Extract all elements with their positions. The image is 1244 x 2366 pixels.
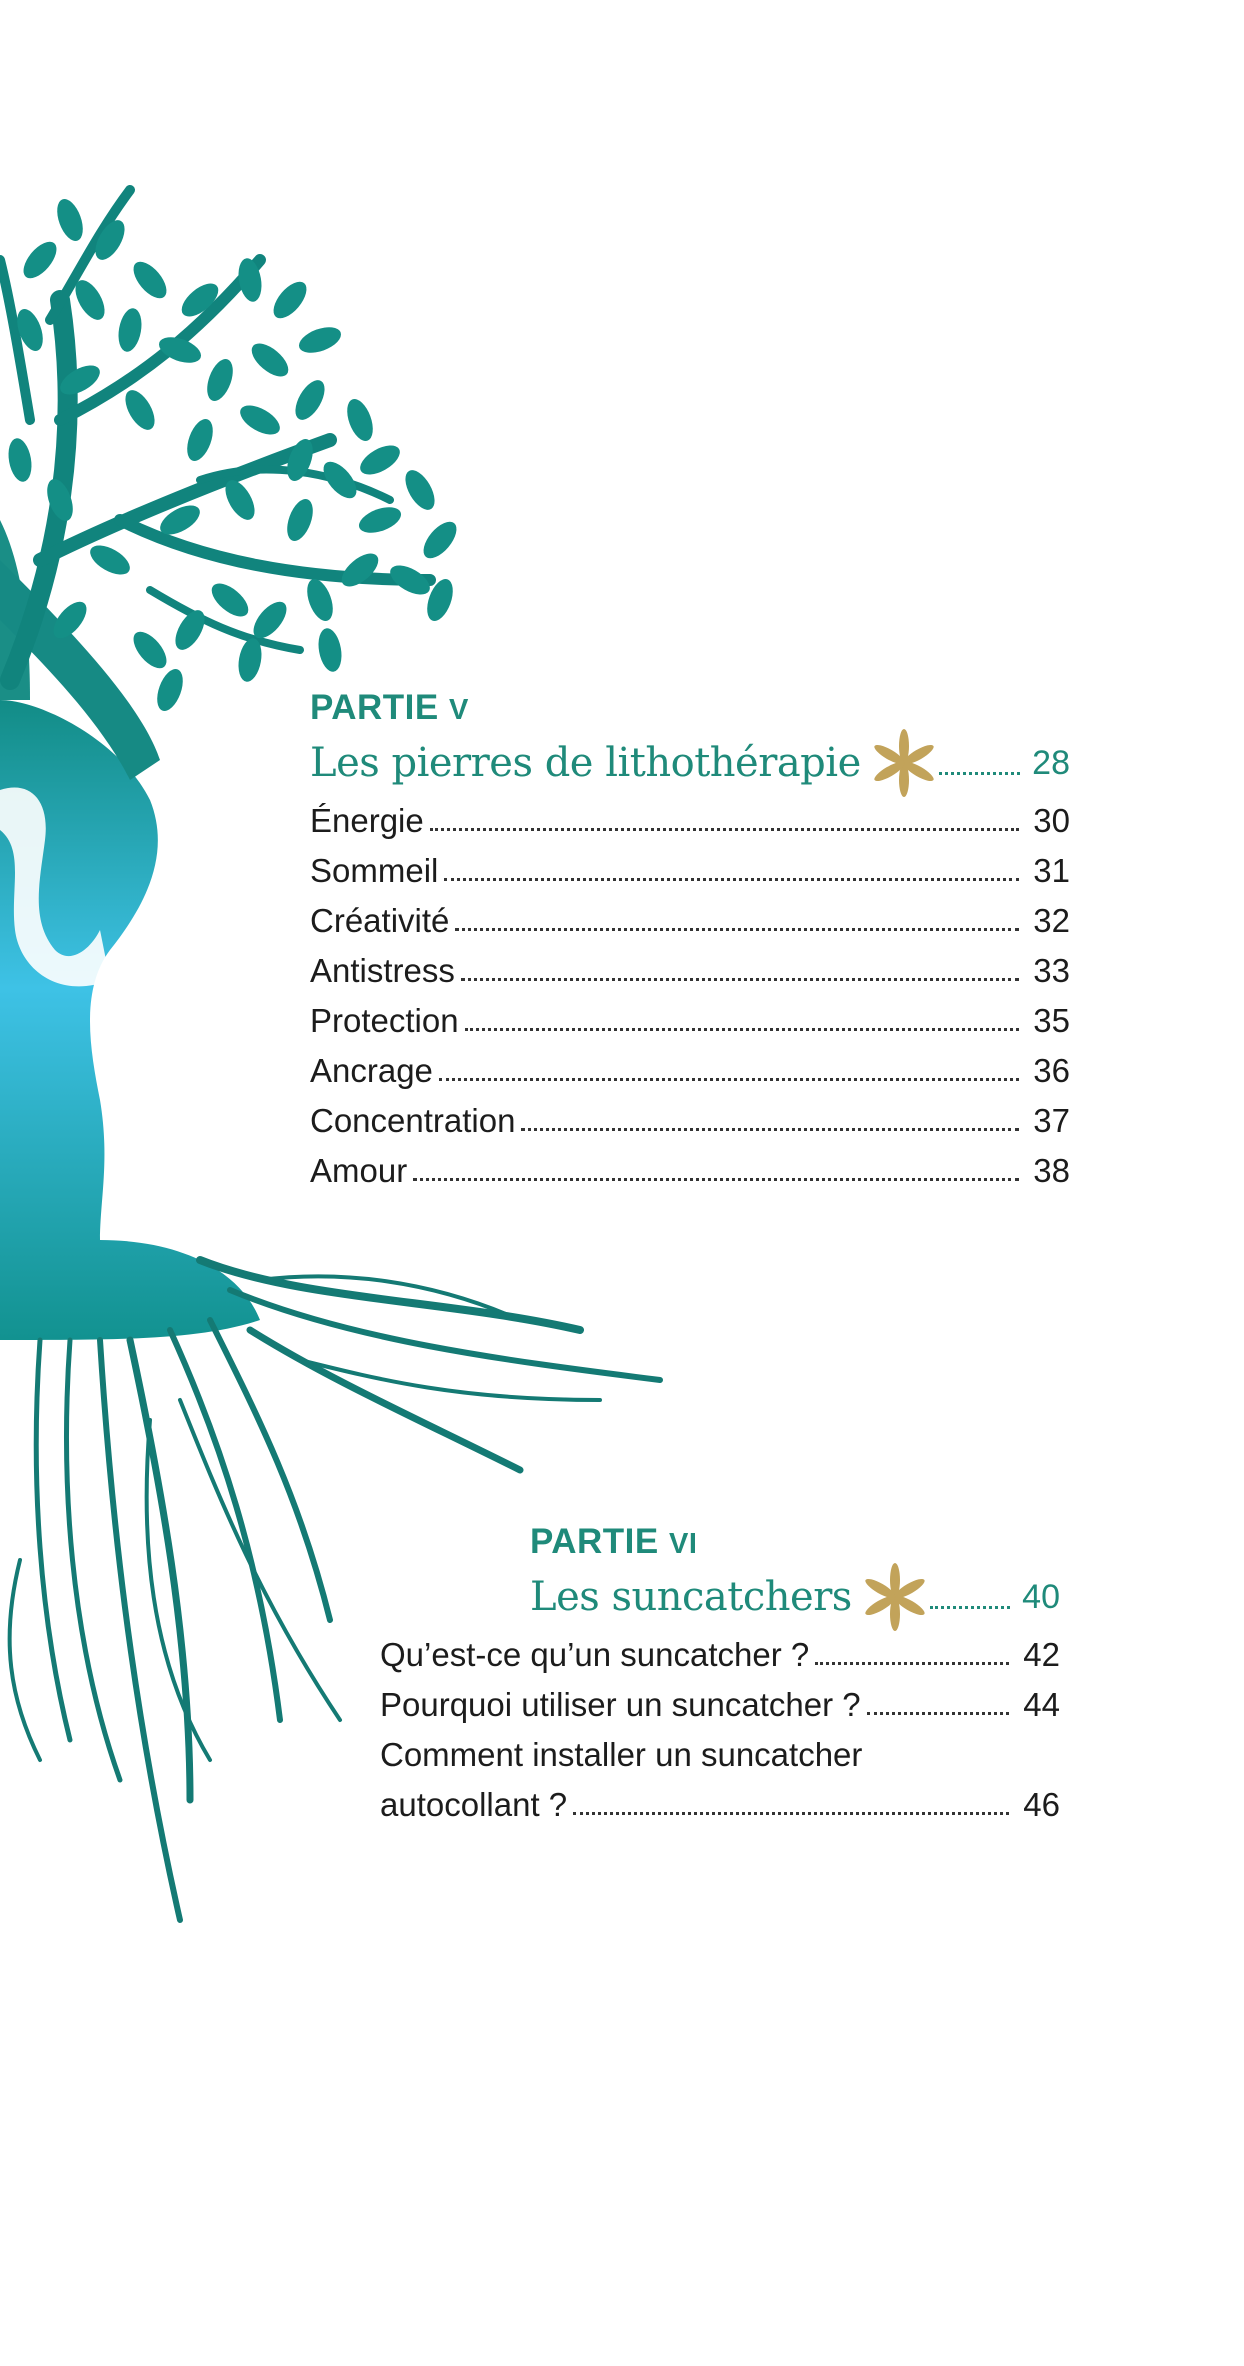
part-label — [380, 1520, 1060, 1564]
toc-entry-page: 31 — [1033, 852, 1070, 889]
dot-leader — [815, 1662, 1009, 1665]
toc-entry-page: 33 — [1033, 952, 1070, 989]
toc-part-vi — [380, 1520, 1060, 1830]
dot-leader — [461, 978, 1019, 981]
toc-entry-page: 38 — [1033, 1152, 1070, 1189]
toc-entry-label: autocollant ? — [380, 1786, 568, 1823]
toc-entry-label: Énergie — [310, 802, 424, 839]
toc-entry[interactable] — [380, 1630, 1060, 1680]
part-label-text: PARTIE — [530, 1522, 659, 1561]
toc-entry-label: Ancrage — [310, 1052, 433, 1089]
toc-entry[interactable] — [310, 846, 1070, 896]
toc-part-v — [310, 686, 1070, 1196]
toc-entry-label: Créativité — [310, 902, 450, 939]
dot-leader — [455, 928, 1019, 931]
dot-leader — [573, 1812, 1009, 1815]
dot-leader — [939, 772, 1020, 775]
part-title: Les suncatchers — [530, 1574, 852, 1620]
part-page-number: 28 — [1032, 743, 1070, 782]
dot-leader — [465, 1028, 1020, 1031]
toc-entry[interactable] — [310, 896, 1070, 946]
dot-leader — [867, 1712, 1010, 1715]
toc-entry-page: 44 — [1023, 1686, 1060, 1723]
toc-entry[interactable] — [310, 796, 1070, 846]
part-label — [310, 686, 1070, 730]
toc-entry[interactable] — [310, 946, 1070, 996]
toc-entry[interactable] — [310, 1146, 1070, 1196]
toc-entry-label: Concentration — [310, 1102, 516, 1139]
toc-entry-label: Protection — [310, 1002, 459, 1039]
toc-entry-page: 30 — [1033, 802, 1070, 839]
part-title: Les pierres de lithothérapie — [310, 740, 861, 786]
toc-entry[interactable] — [380, 1730, 1060, 1780]
toc-entry[interactable] — [380, 1680, 1060, 1730]
toc-entry-label: Amour — [310, 1152, 408, 1189]
dot-leader — [430, 828, 1020, 831]
toc-entry[interactable] — [310, 1046, 1070, 1096]
toc-entry-label: Qu’est-ce qu’un suncatcher ? — [380, 1636, 810, 1673]
gold-flower-star-icon — [860, 1562, 930, 1632]
toc-entry-label: Pourquoi utiliser un suncatcher ? — [380, 1686, 861, 1723]
toc-entry-page: 36 — [1033, 1052, 1070, 1089]
dot-leader — [521, 1128, 1019, 1131]
part-title-row[interactable] — [380, 1564, 1060, 1630]
toc-entry-label: Antistress — [310, 952, 455, 989]
dot-leader — [930, 1606, 1010, 1609]
toc-entry-page: 42 — [1023, 1636, 1060, 1673]
toc-entry-page: 35 — [1033, 1002, 1070, 1039]
toc-entry-label: Comment installer un suncatcher — [380, 1736, 863, 1773]
toc-entry-page: 37 — [1033, 1102, 1070, 1139]
gold-flower-star-icon — [869, 728, 939, 798]
toc-entry-page: 32 — [1033, 902, 1070, 939]
toc-entry-label: Sommeil — [310, 852, 439, 889]
toc-entry[interactable] — [310, 1096, 1070, 1146]
toc-entry[interactable] — [380, 1780, 1060, 1830]
toc-entry[interactable] — [310, 996, 1070, 1046]
dot-leader — [444, 878, 1019, 881]
dot-leader — [439, 1078, 1019, 1081]
toc-entry-page: 46 — [1023, 1786, 1060, 1823]
part-label-text: PARTIE — [310, 688, 439, 727]
part-roman-numeral: V — [448, 694, 469, 726]
part-roman-numeral: VI — [668, 1528, 698, 1560]
part-title-row[interactable] — [310, 730, 1070, 796]
dot-leader — [413, 1178, 1019, 1181]
part-page-number: 40 — [1022, 1577, 1060, 1616]
